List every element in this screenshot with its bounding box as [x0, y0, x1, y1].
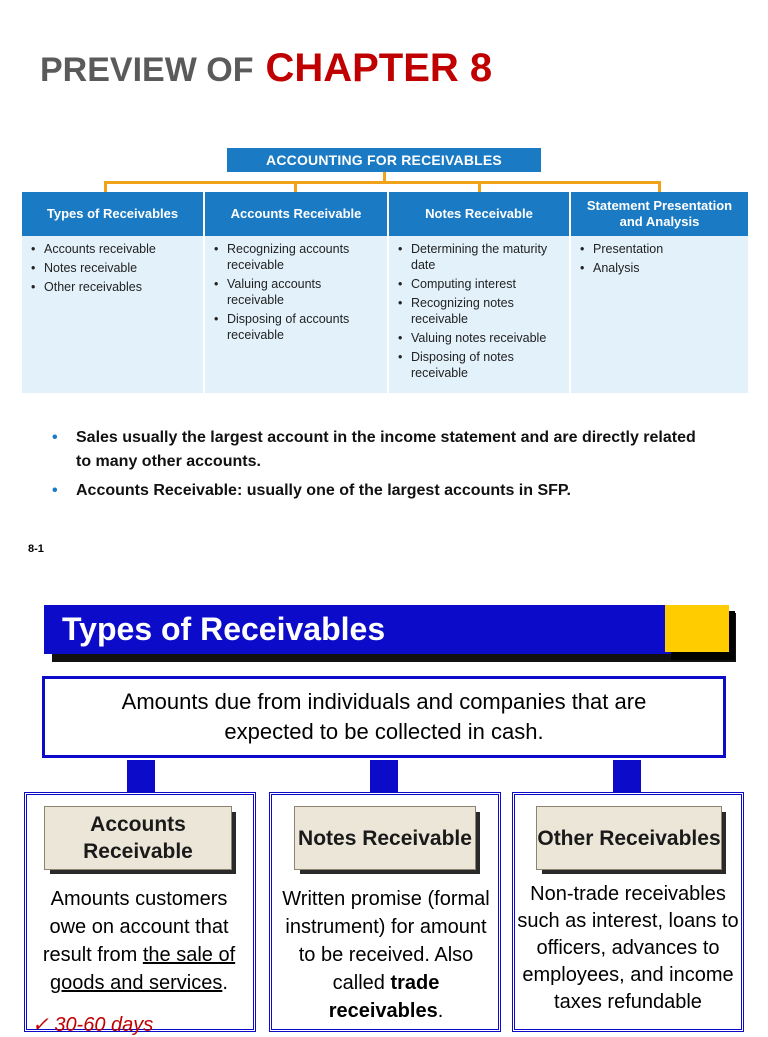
- diagram-column-body: [571, 236, 748, 393]
- other-receivables-description: Non-trade receivables such as interest, loans to officers, advances to employees, and income taxes refundable: [517, 883, 739, 1013]
- connector-stem: [127, 760, 155, 794]
- connector-drop-4: [658, 181, 661, 192]
- diagram-list-item: • Other receivables: [44, 279, 197, 295]
- definition-box: Amounts due from individuals and companies that are expected to be collected in cash.: [42, 676, 726, 758]
- diagram-column-header: Statement Presentation and Analysis: [571, 192, 748, 236]
- diagram-column-body: [205, 236, 387, 393]
- diagram-list-item: • Valuing notes receivable: [411, 330, 563, 346]
- accent-square: [665, 605, 729, 652]
- diagram-column-body: [22, 236, 203, 393]
- notes-receivable-label: Notes Receivable: [294, 806, 476, 870]
- diagram-list-item: • Recognizing notes receivable: [411, 295, 563, 327]
- other-receivables-label: Other Receivables: [536, 806, 722, 870]
- bullet-item: • Accounts Receivable: usually one of the largest accounts in SFP.: [52, 479, 712, 503]
- title-chapter: CHAPTER 8: [265, 46, 493, 90]
- banner-title: Types of Receivables: [62, 611, 386, 647]
- connector-drop-1: [104, 181, 107, 192]
- accounts-receivable-description: Amounts customers owe on account that result from the sale of goods and services.: [42, 888, 236, 994]
- title-prefix: PREVIEW OF: [40, 51, 254, 89]
- bullet-item: • Sales usually the largest account in the income statement and are directly related to many other accounts.: [52, 426, 712, 474]
- banner: [44, 605, 728, 654]
- connector-stem: [613, 760, 641, 794]
- diagram-list-item: • Disposing of accounts receivable: [227, 311, 381, 343]
- diagram-list-item: • Computing interest: [411, 276, 563, 292]
- connector-drop-2: [294, 181, 297, 192]
- diagram-list-item: • Recognizing accounts receivable: [227, 241, 381, 273]
- diagram-column-header: Notes Receivable: [389, 192, 569, 236]
- connector-horizontal: [104, 181, 661, 184]
- diagram-list-item: • Notes receivable: [44, 260, 197, 276]
- diagram-list-item: • Accounts receivable: [44, 241, 197, 257]
- diagram-list-item: • Analysis: [593, 260, 742, 276]
- diagram-column-header: Accounts Receivable: [205, 192, 387, 236]
- slide-title: [40, 46, 492, 91]
- slide-number: 8-1: [28, 543, 44, 555]
- connector-drop-3: [478, 181, 481, 192]
- diagram-list-item: • Valuing accounts receivable: [227, 276, 381, 308]
- diagram-list-item: • Presentation: [593, 241, 742, 257]
- diagram-list-item: • Determining the maturity date: [411, 241, 563, 273]
- notes-receivable-description: Written promise (formal instrument) for amount to be received. Also called trade receivables.: [282, 888, 490, 1022]
- accounts-receivable-label: Accounts Receivable: [44, 806, 232, 870]
- diagram-column-body: [389, 236, 569, 393]
- bullet-list: [52, 426, 712, 508]
- diagram-column-header: Types of Receivables: [22, 192, 203, 236]
- connector-stem: [370, 760, 398, 794]
- duration-note: ✓ 30-60 days: [32, 1014, 154, 1036]
- diagram-list-item: • Disposing of notes receivable: [411, 349, 563, 381]
- diagram-header: ACCOUNTING FOR RECEIVABLES: [227, 148, 541, 172]
